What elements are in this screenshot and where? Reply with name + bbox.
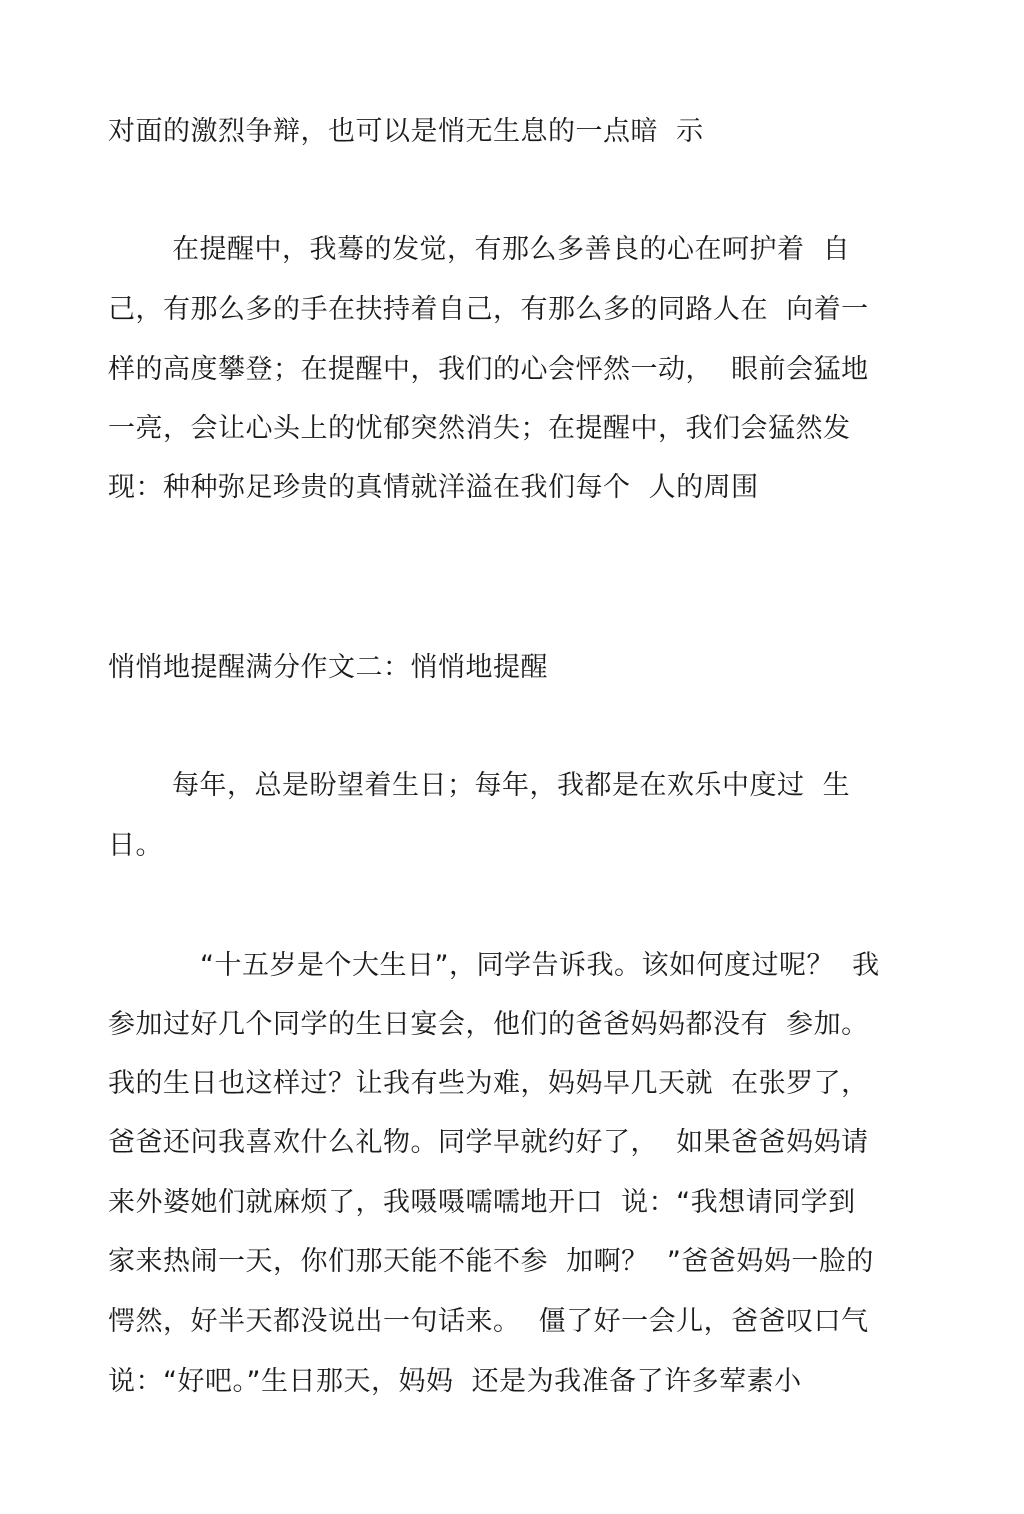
- text-line: 愕然，好半天都没说出一句话来。 僵了好一会儿，爸爸叹口气: [108, 1306, 869, 1337]
- text-line: 样的高度攀登；在提醒中，我们的心会怦然一动， 眼前会猛地: [108, 354, 869, 385]
- text-line: 参加过好几个同学的生日宴会，他们的爸爸妈妈都没有 参加。: [108, 1009, 869, 1040]
- paragraph-first-line: “十五岁是个大生日”，同学告诉我。该如何度过呢？ 我: [200, 950, 880, 981]
- text-line: 说：“好吧。”生日那天，妈妈 还是为我准备了许多荤素小: [108, 1366, 802, 1397]
- text-line: 家来热闹一天，你们那天能不能不参 加啊？ ”爸爸妈妈一脸的: [108, 1246, 874, 1277]
- text-line: 己，有那么多的手在扶持着自己，有那么多的同路人在 向着一: [108, 294, 869, 325]
- text-line: 现：种种弥足珍贵的真情就洋溢在我们每个 人的周围: [108, 472, 759, 503]
- paragraph-first-line: 在提醒中，我蓦的发觉，有那么多善良的心在呵护着 自: [172, 234, 851, 265]
- text-line: 日。: [108, 830, 163, 861]
- text-line: 一亮，会让心头上的忧郁突然消失；在提醒中，我们会猛然发: [108, 413, 851, 444]
- text-line: 来外婆她们就麻烦了，我嗫嗫嚅嚅地开口 说：“我想请同学到: [108, 1187, 856, 1218]
- section-heading: 悄悄地提醒满分作文二：悄悄地提醒: [108, 652, 548, 683]
- text-line: 爸爸还问我喜欢什么礼物。同学早就约好了， 如果爸爸妈妈请: [108, 1127, 869, 1158]
- paragraph-first-line: 每年，总是盼望着生日；每年，我都是在欢乐中度过 生: [172, 770, 851, 801]
- text-line: 我的生日也这样过？让我有些为难，妈妈早几天就 在张罗了，: [108, 1068, 869, 1099]
- text-line: 对面的激烈争辩，也可以是悄无生息的一点暗 示: [108, 116, 704, 147]
